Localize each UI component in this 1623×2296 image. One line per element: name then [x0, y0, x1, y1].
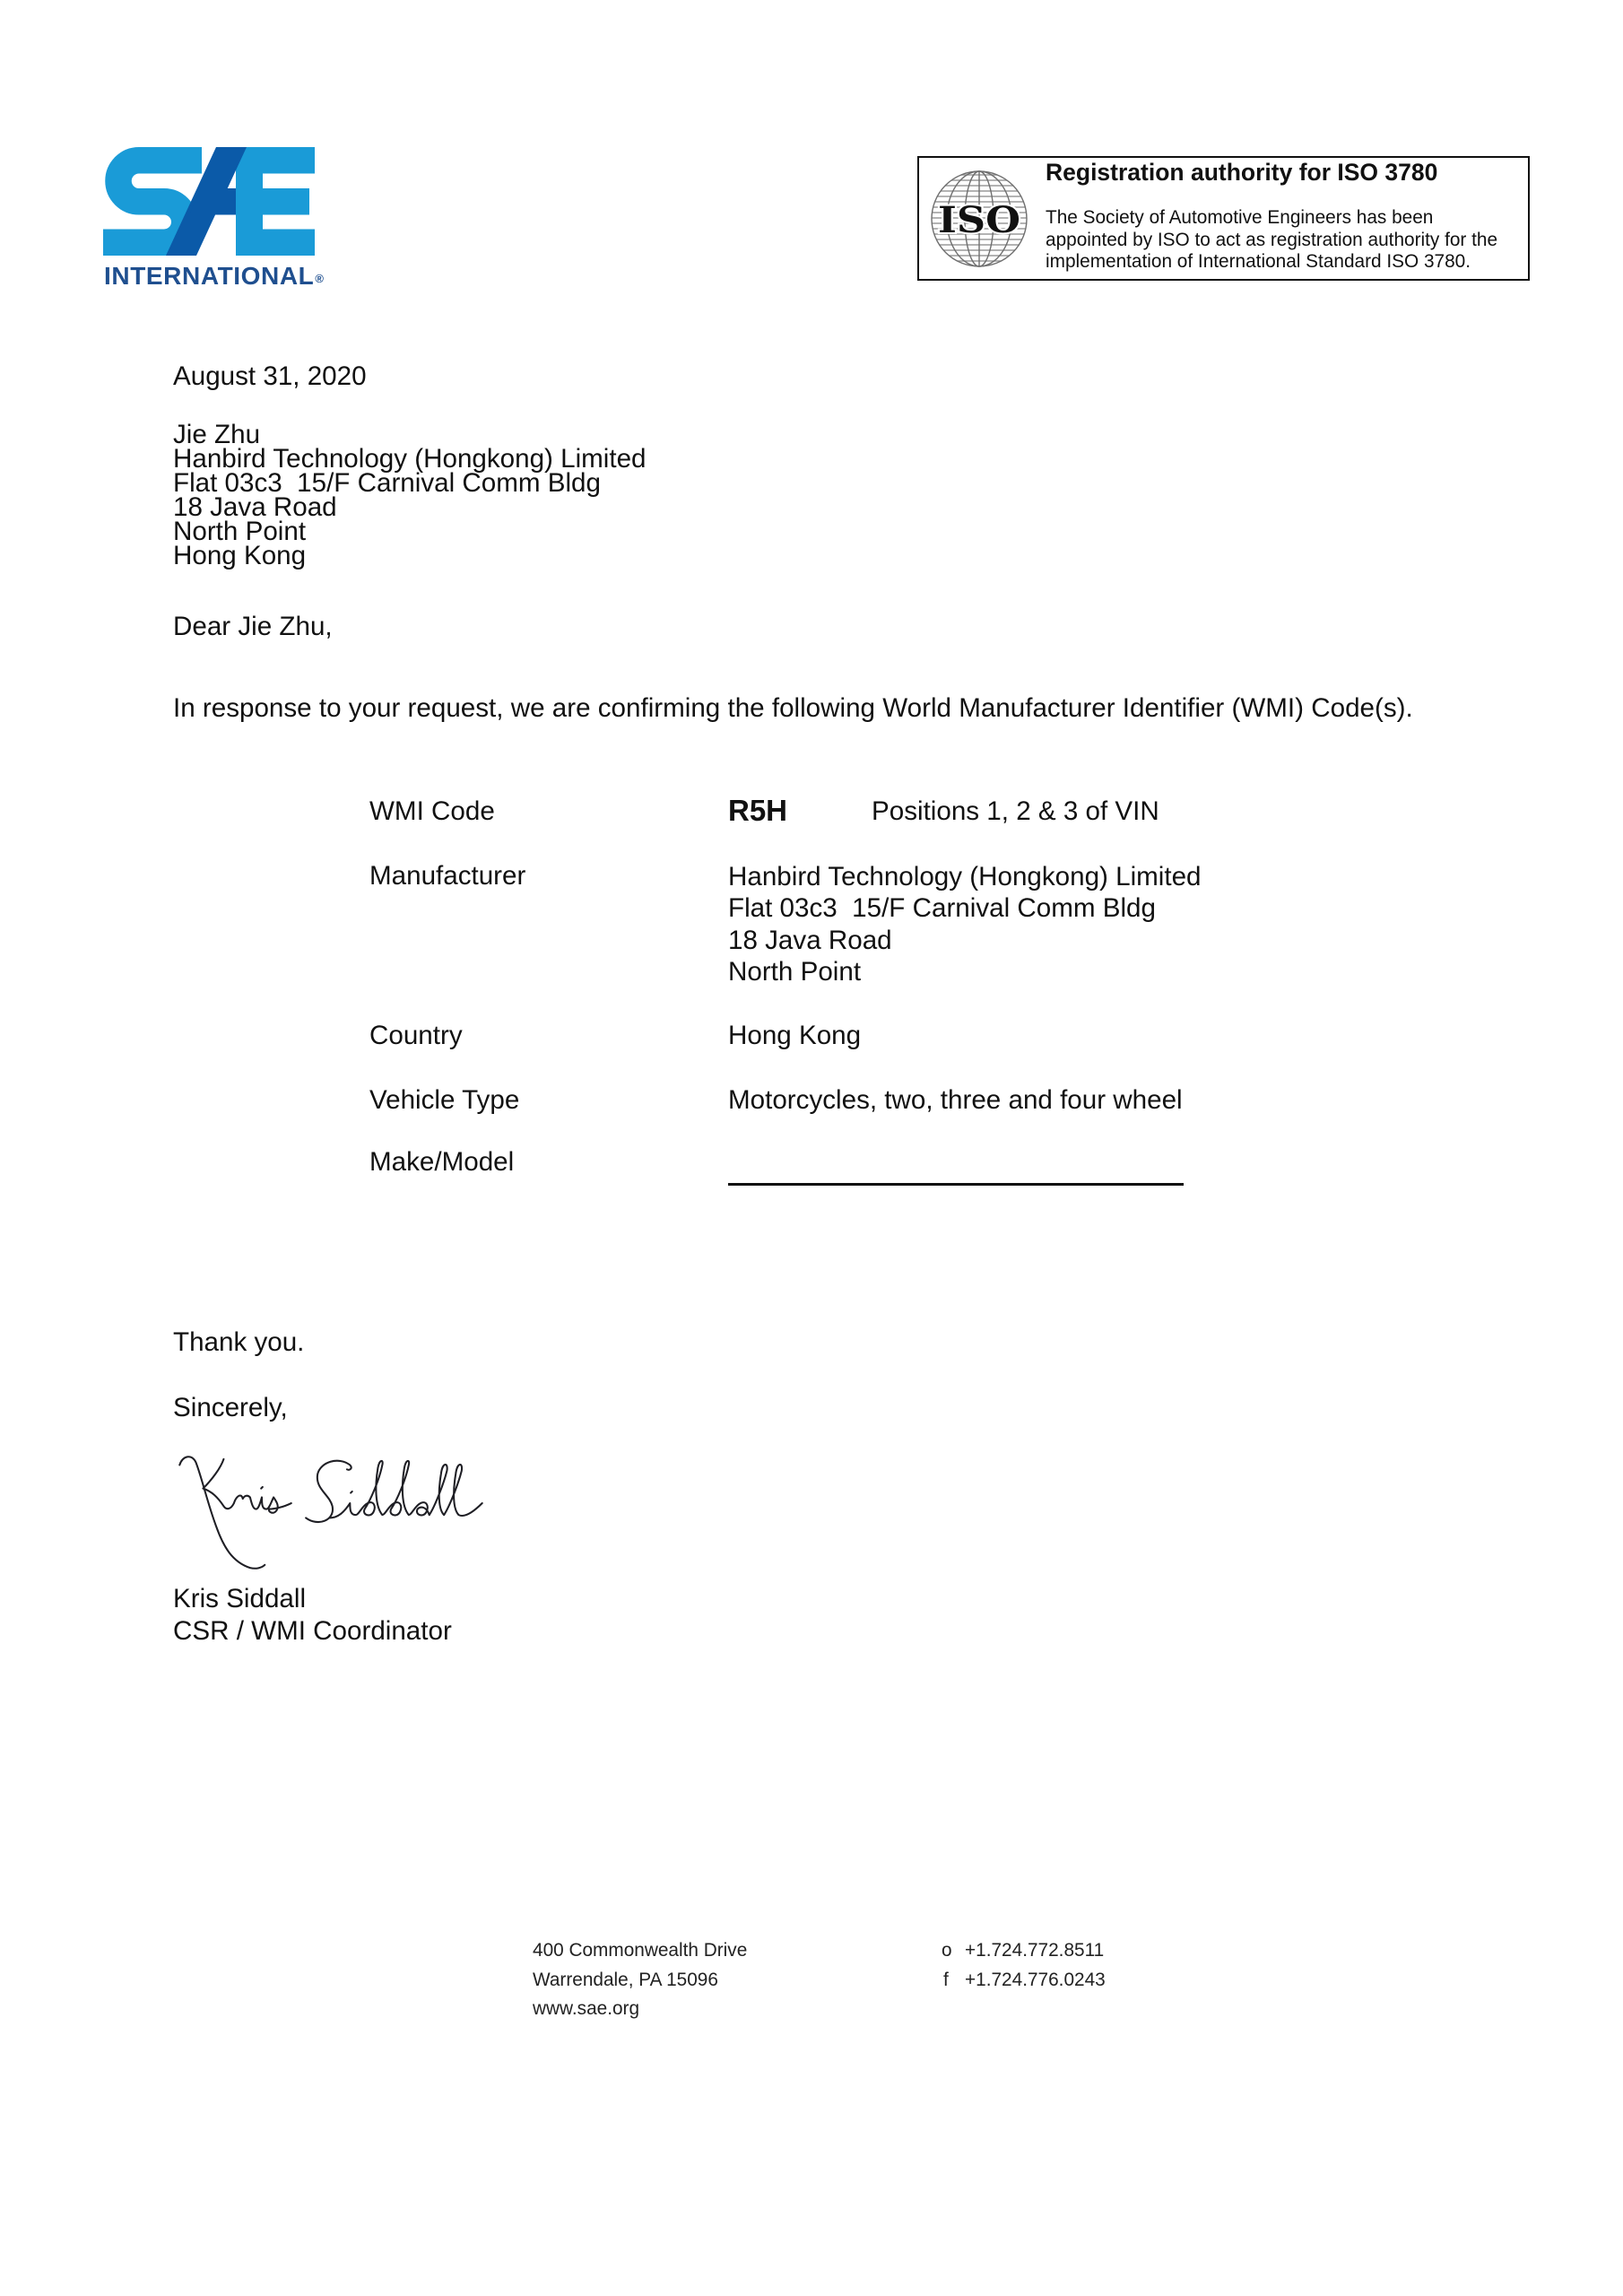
sae-logo-subtitle	[104, 262, 324, 293]
sae-logo-e-shape	[236, 147, 315, 256]
recipient-line: Hanbird Technology (Hongkong) Limited	[173, 443, 647, 474]
footer-fax-label: f	[943, 1969, 949, 1990]
country-label: Country	[369, 1021, 463, 1050]
country-value: Hong Kong	[728, 1021, 862, 1050]
letter-date: August 31, 2020	[173, 361, 367, 391]
footer-address-line: 400 Commonwealth Drive	[533, 1940, 748, 1961]
vehicle-type-label: Vehicle Type	[369, 1085, 520, 1115]
footer-fax-number: +1.724.776.0243	[965, 1969, 1106, 1990]
manufacturer-line: North Point	[728, 957, 862, 987]
manufacturer-line: 18 Java Road	[728, 925, 892, 955]
iso-notice-line: implementation of International Standard ISO 3780.	[1046, 251, 1471, 272]
recipient-line: Hong Kong	[173, 540, 307, 570]
sae-logo-subtitle-text: INTERNATIONAL	[104, 262, 315, 290]
footer-address-line: Warrendale, PA 15096	[533, 1969, 718, 1990]
wmi-code-note: Positions 1, 2 & 3 of VIN	[872, 796, 1159, 826]
iso-notice-body	[1046, 207, 1497, 274]
closing: Thank you.	[173, 1327, 305, 1357]
manufacturer-line: Hanbird Technology (Hongkong) Limited	[728, 861, 1202, 891]
registered-mark: ®	[315, 272, 324, 285]
iso-notice-title: Registration authority for ISO 3780	[1046, 159, 1438, 186]
manufacturer-value	[728, 861, 1202, 988]
signatory-title: CSR / WMI Coordinator	[173, 1616, 452, 1646]
iso-globe-logo	[929, 170, 1029, 269]
iso-notice-line: The Society of Automotive Engineers has been	[1046, 207, 1434, 228]
recipient-line: Jie Zhu	[173, 420, 261, 449]
handwritten-signature	[177, 1453, 485, 1574]
recipient-address	[173, 420, 647, 570]
sae-logo	[103, 147, 318, 258]
iso-notice-line: appointed by ISO to act as registration authority for the	[1046, 229, 1498, 250]
manufacturer-line: Flat 03c3 15/F Carnival Comm Bldg	[728, 893, 1156, 924]
footer-address	[533, 1936, 747, 2024]
wmi-code-label: WMI Code	[369, 796, 495, 826]
recipient-line: 18 Java Road	[173, 491, 337, 522]
make-model-blank-line	[728, 1183, 1184, 1186]
signatory-name: Kris Siddall	[173, 1584, 307, 1613]
footer-phone-label: o	[942, 1940, 952, 1961]
valediction: Sincerely,	[173, 1393, 288, 1422]
recipient-line: North Point	[173, 516, 307, 546]
iso-logo-text: ISO	[938, 199, 1020, 241]
salutation: Dear Jie Zhu,	[173, 612, 333, 641]
intro-paragraph: In response to your request, we are confirming the following World Manufacturer Identifier (WMI) Code(s).	[173, 693, 1413, 723]
vehicle-type-value: Motorcycles, two, three and four wheel	[728, 1085, 1183, 1115]
footer-website: www.sae.org	[533, 1998, 640, 2019]
wmi-code-value: R5H	[728, 794, 788, 827]
recipient-line: Flat 03c3 15/F Carnival Comm Bldg	[173, 467, 601, 498]
manufacturer-label: Manufacturer	[369, 861, 526, 891]
make-model-label: Make/Model	[369, 1147, 515, 1177]
footer-phone-number: +1.724.772.8511	[965, 1940, 1105, 1961]
